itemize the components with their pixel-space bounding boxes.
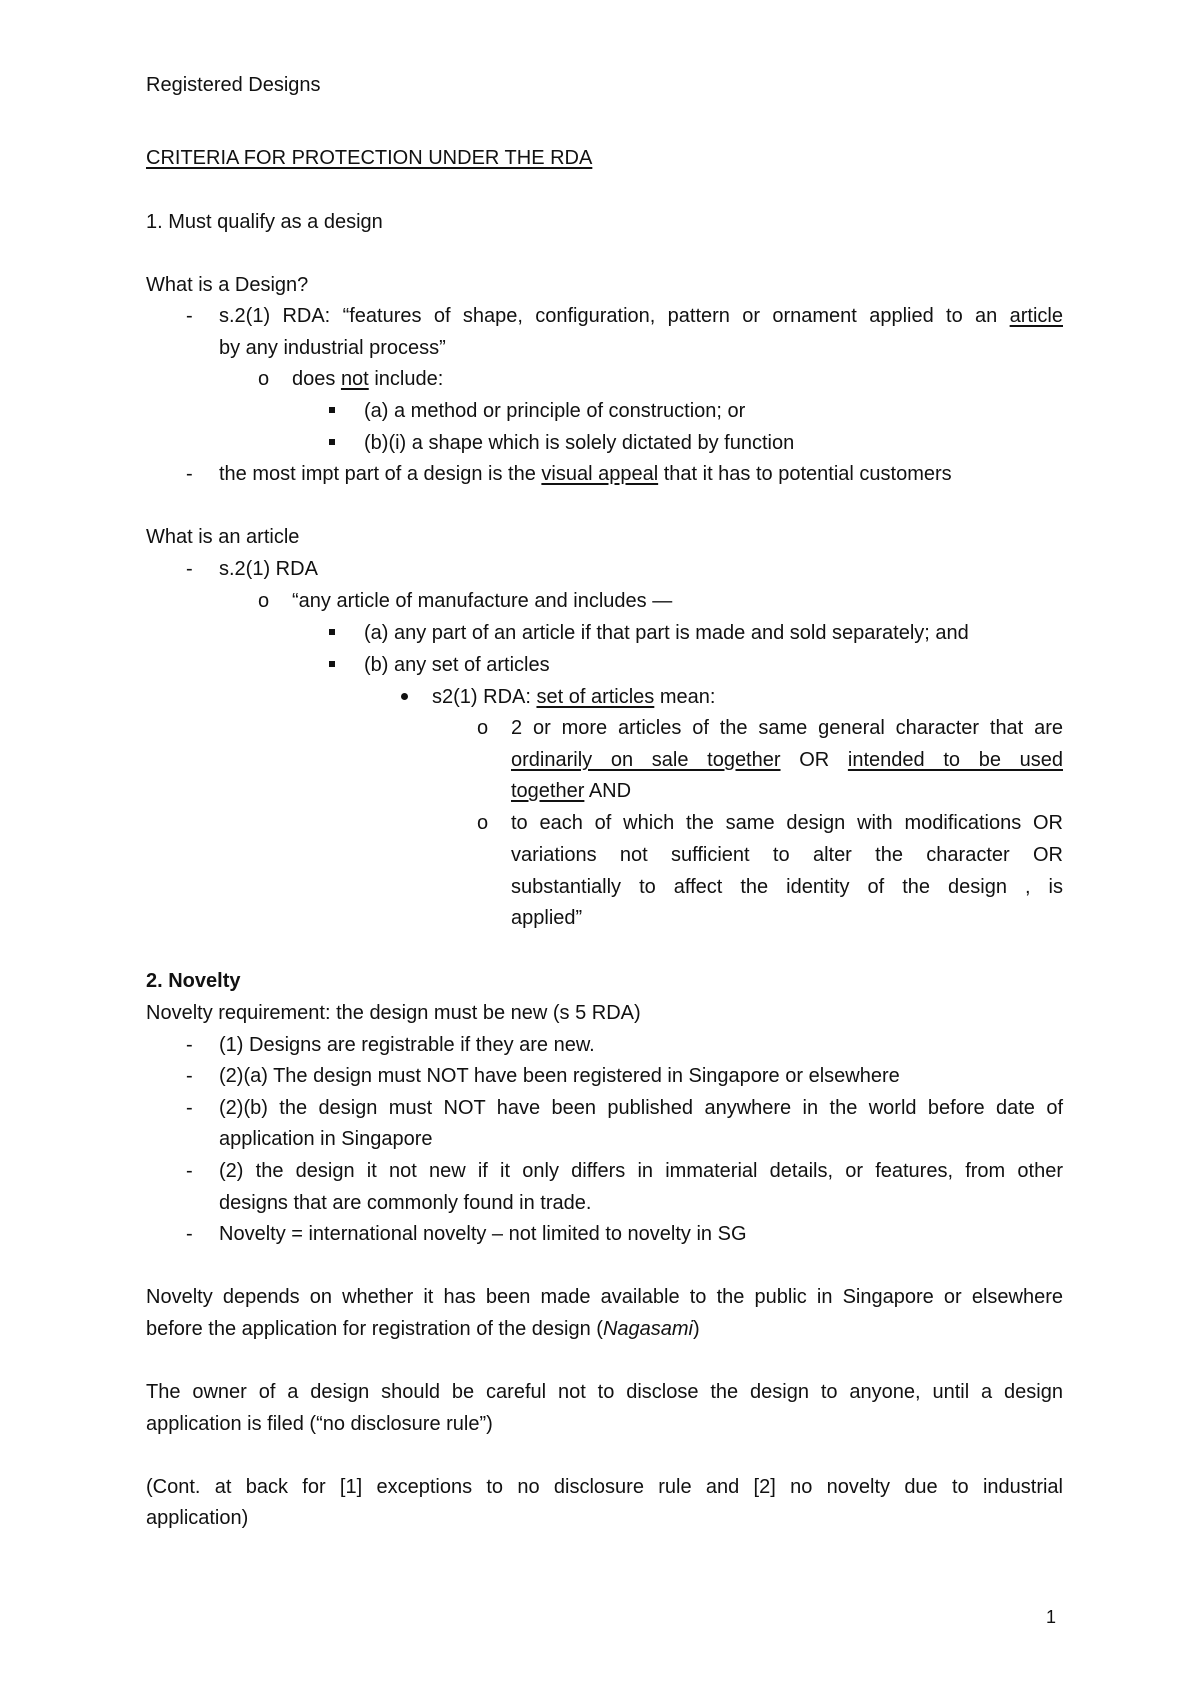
visual-appeal-term: visual appeal — [541, 463, 659, 485]
dash-bullet: - — [186, 305, 193, 327]
s21-definition-line-2: by any industrial process” — [219, 337, 446, 359]
what-is-article-label: What is an article — [146, 526, 300, 548]
article-part-a: (a) any part of an article if that part is made and sold separately; and — [364, 622, 969, 644]
novelty-bullet-5: Novelty = international novelty – not limited to novelty in SG — [219, 1223, 747, 1245]
circle-bullet: o — [477, 812, 489, 834]
circle-bullet: o — [477, 717, 489, 739]
square-bullet — [329, 629, 335, 635]
section-2-heading: 2. Novelty — [146, 970, 241, 992]
article-quote: “any article of manufacture and includes — — [292, 590, 673, 612]
novelty-bullet-1: (1) Designs are registrable if they are new. — [219, 1034, 595, 1056]
condition-2-line-2: variations not sufficient to alter the character OR — [511, 844, 1063, 866]
does-not-include — [292, 364, 443, 396]
condition-2-line-4: applied” — [511, 907, 583, 929]
dash-bullet: - — [186, 1097, 193, 1119]
document-title: Registered Designs — [146, 74, 321, 96]
exclusion-item-a: (a) a method or principle of construction; or — [364, 400, 746, 422]
circle-bullet: o — [258, 368, 270, 390]
visual-appeal-line — [219, 459, 952, 491]
article-term: article — [1009, 305, 1063, 327]
and-word: AND — [588, 780, 632, 802]
novelty-requirement: Novelty requirement: the design must be new (s 5 RDA) — [146, 1002, 641, 1024]
novelty-bullet-3-line-1: (2)(b) the design must NOT have been published anywhere in the world before date of — [219, 1097, 1063, 1119]
visual-appeal-text-a: the most impt part of a design is the — [219, 463, 536, 485]
para-1-text-a: before the application for registration of the design ( — [146, 1318, 603, 1340]
condition-1-line-3 — [511, 776, 631, 808]
section-1-heading: 1. Must qualify as a design — [146, 211, 383, 233]
dash-bullet: - — [186, 1065, 193, 1087]
article-s21-ref: s.2(1) RDA — [219, 558, 318, 580]
condition-1-line-1: 2 or more articles of the same general character that are — [511, 717, 1063, 739]
dash-bullet: - — [186, 1160, 193, 1182]
novelty-bullet-4-line-1: (2) the design it not new if it only differs in immaterial details, or features, from other — [219, 1160, 1063, 1182]
include-word: include: — [374, 368, 444, 390]
what-is-design-label: What is a Design? — [146, 274, 309, 296]
visual-appeal-text-b: that it has to potential customers — [663, 463, 952, 485]
continuation-note-line-2: application) — [146, 1507, 249, 1529]
s21-definition-line — [219, 301, 1063, 333]
case-name: Nagasami — [602, 1318, 693, 1340]
novelty-para-2-line-1: The owner of a design should be careful not to disclose the design to anyone, until a design — [146, 1381, 1063, 1403]
novelty-bullet-3-line-2: application in Singapore — [219, 1128, 433, 1150]
dash-bullet: - — [186, 558, 193, 580]
square-bullet — [329, 661, 335, 667]
dash-bullet: - — [186, 463, 193, 485]
set-of-articles-term: set of articles — [536, 686, 655, 708]
set-def-mean: mean: — [659, 686, 716, 708]
s21-definition-text: s.2(1) RDA: “features of shape, configuration, pattern or ornament applied to an — [219, 305, 998, 327]
on-sale-together-term: ordinarily on sale together — [511, 749, 781, 771]
novelty-para-2-line-2: application is filed (“no disclosure rule”) — [146, 1413, 493, 1435]
article-part-b: (b) any set of articles — [364, 654, 550, 676]
page-number: 1 — [1046, 1607, 1057, 1627]
novelty-bullet-2: (2)(a) The design must NOT have been registered in Singapore or elsewhere — [219, 1065, 900, 1087]
condition-2-line-3: substantially to affect the identity of the design , is — [511, 876, 1063, 898]
does-word: does — [292, 368, 336, 390]
set-of-articles-def — [432, 682, 715, 714]
para-1-text-b: ) — [693, 1318, 700, 1340]
together-term: together — [511, 780, 585, 802]
square-bullet — [329, 407, 335, 413]
novelty-bullet-4-line-2: designs that are commonly found in trade. — [219, 1192, 592, 1214]
condition-2-line-1: to each of which the same design with modifications OR — [511, 812, 1063, 834]
not-word: not — [340, 368, 369, 390]
novelty-para-1-line-1: Novelty depends on whether it has been made available to the public in Singapore or elsewhere — [146, 1286, 1063, 1308]
square-bullet — [329, 439, 335, 445]
intended-to-be-used-term: intended to be used — [847, 749, 1063, 771]
set-def-ref: s2(1) RDA: — [432, 686, 531, 708]
or-word: OR — [799, 749, 830, 771]
criteria-heading: CRITERIA FOR PROTECTION UNDER THE RDA — [146, 147, 593, 169]
dot-bullet — [401, 693, 408, 700]
dash-bullet: - — [186, 1223, 193, 1245]
exclusion-item-bi: (b)(i) a shape which is solely dictated by function — [364, 432, 795, 454]
dash-bullet: - — [186, 1034, 193, 1056]
circle-bullet: o — [258, 590, 270, 612]
continuation-note-line-1: (Cont. at back for [1] exceptions to no disclosure rule and [2] no novelty due to industrial — [146, 1476, 1063, 1498]
condition-1-line-2 — [511, 745, 1063, 777]
novelty-para-1-line-2 — [146, 1314, 700, 1346]
